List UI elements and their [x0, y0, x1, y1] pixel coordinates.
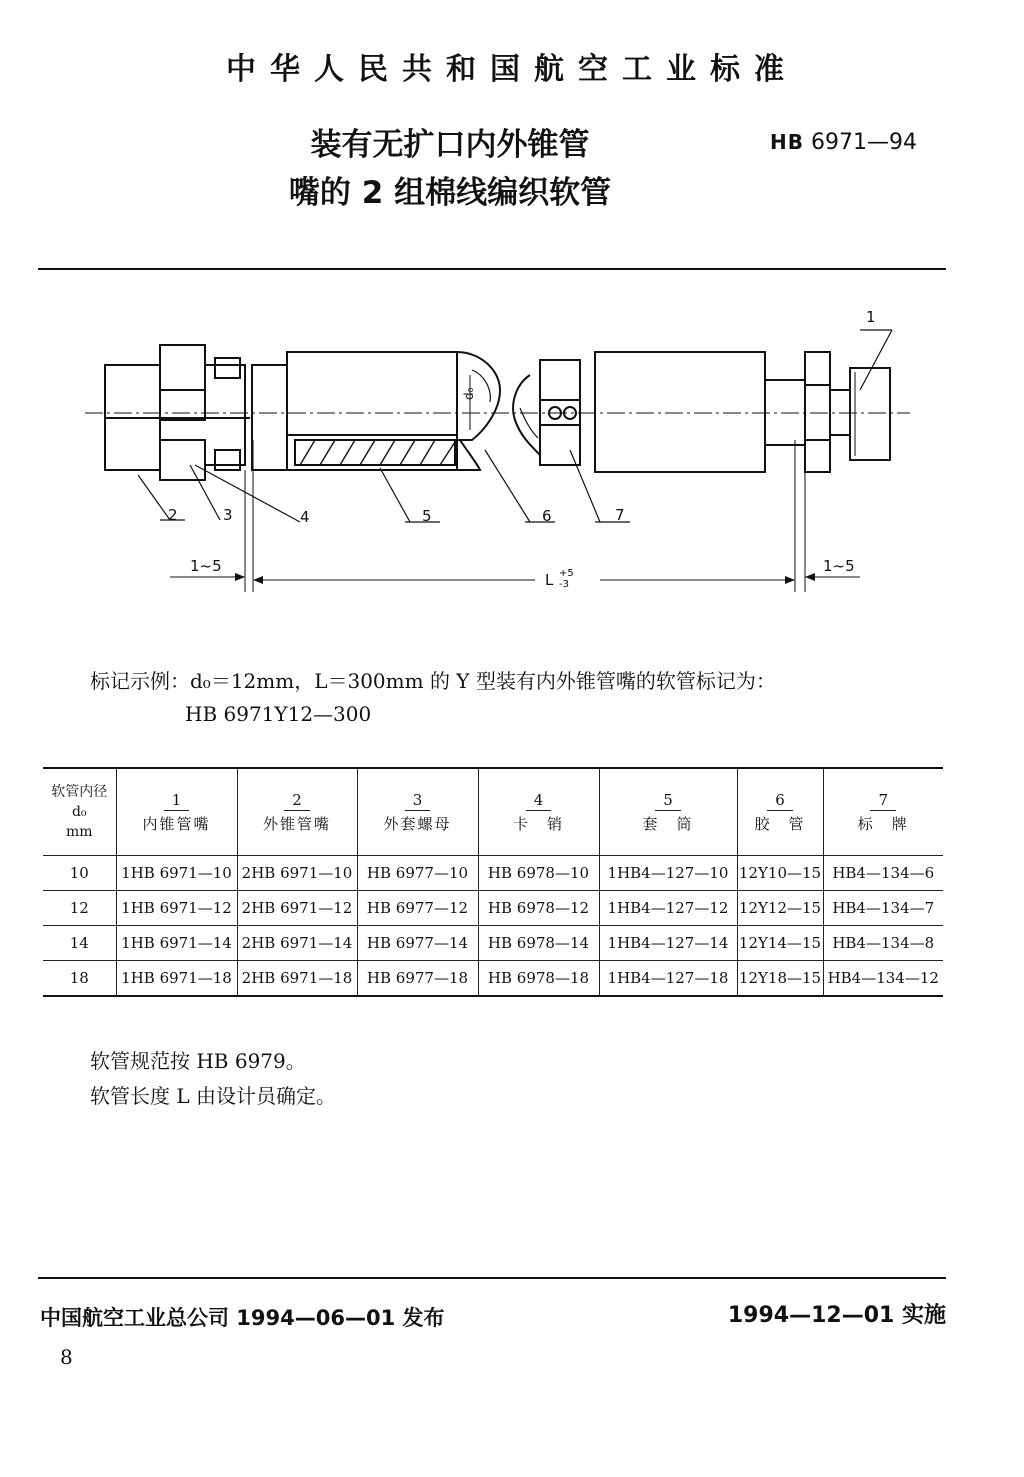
table-cell: 1HB 6971—14 — [116, 926, 237, 961]
table-cell: 12Y18—15 — [737, 961, 823, 997]
table-cell: HB 6978—12 — [478, 891, 599, 926]
header-col-6 — [737, 768, 823, 856]
table-row — [43, 856, 943, 891]
table-row — [43, 961, 943, 997]
dim-left: 1~5 — [190, 557, 222, 575]
table-cell: 10 — [43, 856, 116, 891]
header-col-5-name: 套 筒 — [642, 814, 694, 833]
callout-1: 1 — [866, 308, 876, 326]
table-cell: 1HB4—127—12 — [599, 891, 737, 926]
table-cell: HB 6977—10 — [357, 856, 478, 891]
callout-4: 4 — [300, 508, 310, 526]
header-col-6-num: 6 — [767, 791, 793, 811]
header-col-1-name: 内锥管嘴 — [142, 814, 211, 833]
table-cell: 12 — [43, 891, 116, 926]
diameter-label: d₀ — [462, 387, 476, 400]
hose-assembly-drawing — [60, 290, 960, 610]
header-col-2-name: 外锥管嘴 — [262, 814, 331, 833]
header-hose-bore-unit: mm — [65, 824, 93, 840]
callout-5: 5 — [422, 507, 432, 525]
standard-header: 中华人民共和国航空工业标准 — [226, 52, 798, 87]
table-cell: 2HB 6971—18 — [237, 961, 357, 997]
header-hose-bore — [43, 768, 116, 856]
table-cell: 1HB4—127—18 — [599, 961, 737, 997]
header-col-7-num: 7 — [870, 791, 896, 811]
document-title-line2: 嘴的 2 组棉线编织软管 — [288, 175, 612, 211]
marking-example-text: 标记示例：d₀＝12mm，L＝300mm 的 Y 型装有内外锥管嘴的软管标记为： — [90, 669, 776, 693]
table-cell: 1HB 6971—18 — [116, 961, 237, 997]
table-cell: 1HB4—127—10 — [599, 856, 737, 891]
footer-rule — [38, 1277, 946, 1279]
header-col-7-name: 标 牌 — [857, 814, 909, 833]
document-title-line1: 装有无扩口内外锥管 — [310, 127, 590, 163]
table-cell: HB 6978—10 — [478, 856, 599, 891]
table-cell: HB4—134—12 — [823, 961, 943, 997]
callout-2: 2 — [168, 506, 178, 524]
header-col-4-num: 4 — [526, 791, 552, 811]
table-cell: 2HB 6971—10 — [237, 856, 357, 891]
table-row — [43, 926, 943, 961]
dim-right: 1~5 — [823, 557, 855, 575]
parts-table — [43, 767, 943, 997]
header-col-5 — [599, 768, 737, 856]
dim-tolerance-upper: +5 — [559, 568, 574, 579]
header-col-4 — [478, 768, 599, 856]
table-cell: HB4—134—6 — [823, 856, 943, 891]
note-hose-spec: 软管规范按 HB 6979。 — [90, 1049, 306, 1073]
dim-length: L — [545, 571, 554, 589]
effective-date: 1994—12—01 实施 — [727, 1303, 946, 1328]
table-row — [43, 891, 943, 926]
header-hose-bore-symbol: d₀ — [71, 804, 87, 820]
table-header-row — [43, 768, 943, 856]
table-cell: 1HB 6971—10 — [116, 856, 237, 891]
dim-tolerance-lower: -3 — [559, 579, 569, 590]
page-number: 8 — [60, 1345, 73, 1369]
header-col-3 — [357, 768, 478, 856]
table-cell: HB 6977—12 — [357, 891, 478, 926]
table-cell: 2HB 6971—12 — [237, 891, 357, 926]
callout-3: 3 — [223, 506, 233, 524]
table-cell: 12Y12—15 — [737, 891, 823, 926]
table-cell: HB 6978—14 — [478, 926, 599, 961]
callout-7: 7 — [615, 506, 625, 524]
standard-code-prefix: HB — [770, 130, 804, 154]
table-cell: HB 6977—18 — [357, 961, 478, 997]
table-cell: 18 — [43, 961, 116, 997]
marking-example-code: HB 6971Y12—300 — [185, 702, 372, 726]
standard-code-number: 6971—94 — [810, 130, 917, 155]
note-hose-length: 软管长度 L 由设计员确定。 — [90, 1084, 336, 1108]
header-col-1 — [116, 768, 237, 856]
header-col-4-name: 卡 销 — [512, 814, 564, 833]
issue-date: 中国航空工业总公司 1994—06—01 发布 — [40, 1306, 445, 1330]
callout-6: 6 — [542, 507, 552, 525]
header-hose-bore-label: 软管内径 — [51, 784, 108, 800]
table-cell: 1HB4—127—14 — [599, 926, 737, 961]
table-cell: 1HB 6971—12 — [116, 891, 237, 926]
header-col-6-name: 胶 管 — [754, 814, 806, 833]
header-col-2 — [237, 768, 357, 856]
header-col-3-name: 外套螺母 — [383, 814, 452, 833]
table-cell: 12Y14—15 — [737, 926, 823, 961]
header-col-2-num: 2 — [284, 791, 310, 811]
standard-code — [770, 130, 917, 155]
table-cell: 14 — [43, 926, 116, 961]
header-col-3-num: 3 — [405, 791, 431, 811]
header-col-7 — [823, 768, 943, 856]
table-cell: HB 6978—18 — [478, 961, 599, 997]
header-col-1-num: 1 — [164, 791, 190, 811]
table-cell: HB 6977—14 — [357, 926, 478, 961]
table-cell: HB4—134—8 — [823, 926, 943, 961]
table-cell: 2HB 6971—14 — [237, 926, 357, 961]
header-col-5-num: 5 — [655, 791, 681, 811]
table-cell: 12Y10—15 — [737, 856, 823, 891]
table-cell: HB4—134—7 — [823, 891, 943, 926]
title-rule — [38, 268, 946, 270]
